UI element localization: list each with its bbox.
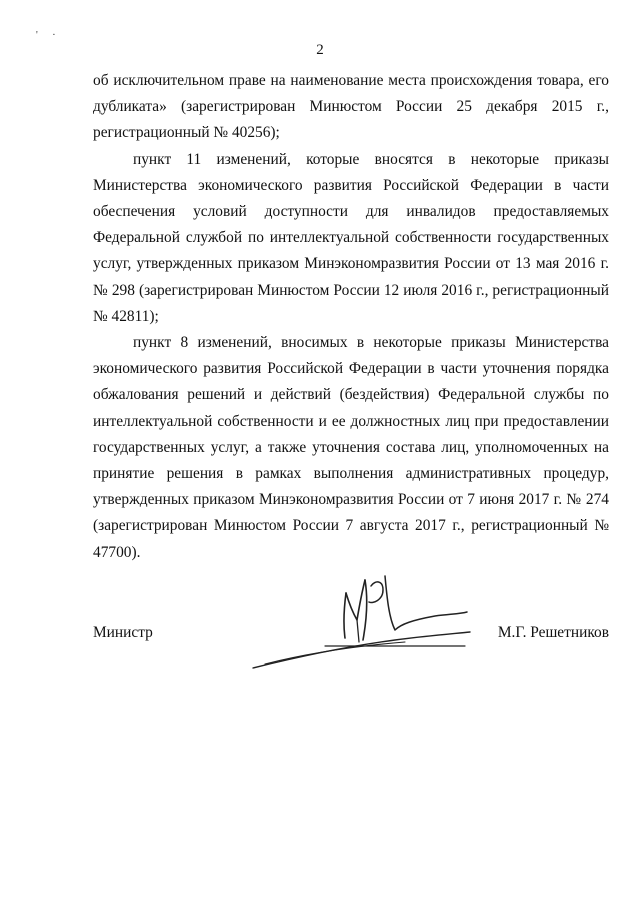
signatory-title: Министр bbox=[93, 624, 153, 641]
document-body bbox=[93, 68, 609, 566]
paragraph-item-11: пункт 11 изменений, которые вносятся в некоторые приказы Министерства экономического развития Российской Федерации в части обеспечения условий доступности для инвалидов предоставляемых Федеральной службой по интеллектуальной собственности государственных услуг, утвержденных приказом Минэкономразвития России от 13 мая 2016 г. № 298 (зарегистрирован Минюстом России 12 июля 2016 г., регистрационный № 42811); bbox=[93, 150, 609, 325]
page-number: 2 bbox=[316, 42, 324, 58]
paragraph-item-8: пункт 8 изменений, вносимых в некоторые приказы Министерства экономического развития Российской Федерации в части уточнения порядка обжалования решений и действий (бездействия) Федеральной службы по интеллектуальной собственности и ее должностных лиц при предоставлении государственных услуг, а также уточнения состава лиц, уполномоченных на принятие решения в рамках выполнения административных процедур, утвержденных приказом Минэкономразвития России от 7 июня 2017 г. № 274 (зарегистрирован Минюстом России 7 августа 2017 г., регистрационный № 47700). bbox=[93, 334, 609, 561]
signatory-name: М.Г. Решетников bbox=[497, 624, 609, 641]
signature-block bbox=[93, 620, 609, 680]
scan-specks: ' · bbox=[36, 30, 62, 41]
paragraph-continuation: об исключительном праве на наименование места происхождения товара, его дубликата» (зарегистрирован Минюстом России 25 декабря 2015 г., регистрационный № 40256); bbox=[93, 72, 609, 142]
